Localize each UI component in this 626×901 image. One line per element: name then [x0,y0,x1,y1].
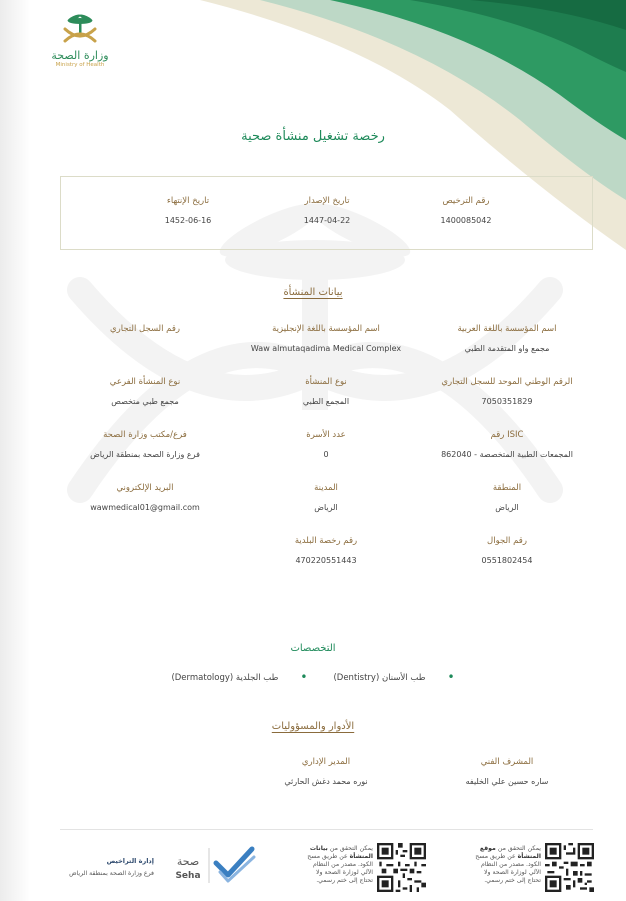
license-info-box [60,176,593,250]
region: المنطقة الرياض [492,483,522,512]
facility-subtype: نوع المنشأة الفرعي مجمع طبي متخصص [109,377,181,406]
roles-section-title: الأدوار والمسؤوليات [271,721,355,732]
technical-supervisor: المشرف الفني ساره حسين علي الخليفه [465,757,549,786]
isic-code: رقم ISIC 862040 - المجمعات الطبية المتخصصة [441,430,573,459]
facility-name-ar: اسم المؤسسة باللغة العربية مجمع واو المتقدمة الطبي [457,324,557,353]
seha-name-ar: صحة [176,855,200,868]
bed-count: عدد الأسرة 0 [306,430,346,459]
unified-number: الرقم الوطني الموحد للسجل التجاري 7050351829 [441,377,573,406]
licensing-department: إدارة التراخيص فرع وزارة الصحة بمنطقة الرياض [69,857,154,877]
administrative-director: المدير الإداري نوره محمد دغش الحارثي [284,757,368,786]
data-qr-note: يمكن التحقق من بيانات المنشأة عن طريق مسح الكود. مصدر من النظام الآلي لوزارة الصحة ولا تحتاج إلى ختم رسمي. [307,845,373,884]
facility-type: نوع المنشأة المجمع الطبي [302,377,350,406]
mobile-number: رقم الجوال 0551802454 [481,536,533,565]
page-title: رخصة تشغيل منشأة صحية [241,129,385,144]
seha-logo [170,843,260,885]
seha-name-en: Seha [175,871,201,881]
city: المدينة الرياض [314,483,338,512]
moh-logo [40,14,120,68]
expiry-date: تاريخ الإنتهاء 1452-06-16 [164,196,212,225]
seha-check-icon [208,845,258,885]
facility-name-en: اسم المؤسسة باللغة الإنجليزية Waw almutaqadima Medical Complex [250,324,402,353]
facility-section-title: بيانات المنشأة [283,287,343,298]
license-number: رقم الترخيص 1400085042 [440,196,492,225]
moh-branch: فرع/مكتب وزارة الصحة فرع وزارة الصحة بمنطقة الرياض [90,430,200,459]
ministry-name-ar: وزارة الصحة [51,49,109,62]
location-qr-note: يمكن التحقق من موقع المنشأة عن طريق مسح الكود. مصدر من النظام الآلي لوزارة الصحة ولا تحتاج إلى ختم رسمي. [475,845,541,884]
specialty-item: • طب الأسنان (Dentistry) [333,670,454,684]
specialty-item: • طب الجلدية (Dermatology) [171,670,307,684]
commercial-registration: رقم السجل التجاري [109,324,181,334]
email: البريد الإلكتروني wawmedical01@gmail.com [90,483,200,512]
footer-divider [60,829,593,830]
palm-emblem-icon [60,14,100,44]
data-qr-code[interactable] [377,843,426,892]
issue-date: تاريخ الإصدار 1447-04-22 [303,196,351,225]
specialties-list [0,670,626,684]
ministry-name-en: Ministry of Health [55,62,105,68]
location-qr-code[interactable] [545,843,594,892]
specialties-title: التخصصات [290,643,336,654]
municipal-license: رقم رخصة البلدية 470220551443 [294,536,358,565]
